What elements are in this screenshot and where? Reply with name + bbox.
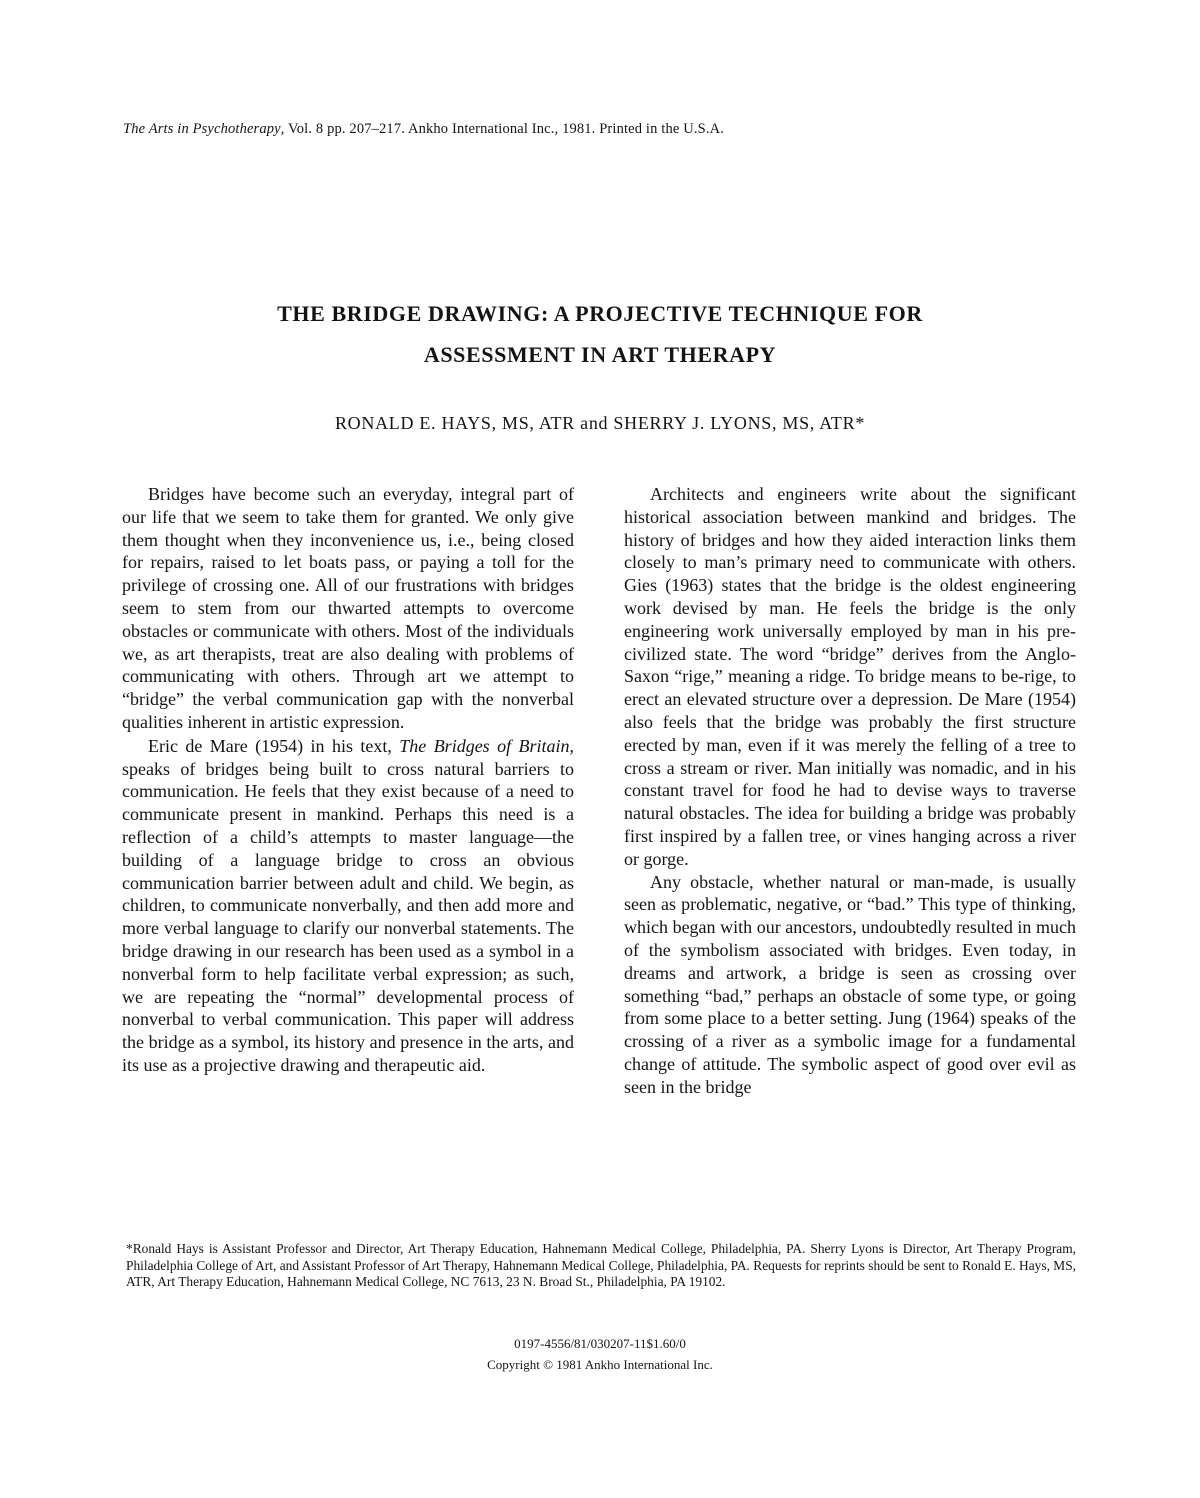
title-line-2: ASSESSMENT IN ART THERAPY [423, 342, 777, 367]
article-title [100, 293, 1100, 375]
author-footnote [126, 1241, 1076, 1291]
left-column [122, 483, 574, 1077]
right-column [624, 483, 1076, 1099]
journal-name: The Arts in Psychotherapy [123, 121, 281, 137]
footnote-text: *Ronald Hays is Assistant Professor and Director, Art Therapy Education, Hahnemann Medical College, Philadelphia, PA. Sherry Lyons is Director, Art Therapy Program, Philadelphia College of Art, and Assistant Professor of Art Therapy, Hahnemann Medical College, Philadelphia, PA. Requests for reprints should be sent to Ronald E. Hays, MS, ATR, Art Therapy Education, Hahnemann Medical College, NC 7613, 23 N. Broad St., Philadelphia, PA 19102. [126, 1241, 1076, 1289]
title-line-1: THE BRIDGE DRAWING: A PROJECTIVE TECHNIQUE FOR [277, 301, 923, 326]
copyright: Copyright © 1981 Ankho International Inc. [487, 1357, 713, 1372]
paragraph: Architects and engineers write about the significant historical association between mankind and bridges. The history of bridges and how they aided interaction links them closely to man’s primary need to communicate with others. Gies (1963) states that the bridge is the oldest engineering work devised by man. He feels the bridge is the only engineering work universally employed by man in his pre-civilized state. The word “bridge” derives from the Anglo-Saxon “rige,” meaning a ridge. To bridge means to be-rige, to erect an elevated structure over a depression. De Mare (1954) also feels that the bridge was probably the first structure erected by man, even if it was merely the felling of a tree to cross a stream or river. Man initially was nomadic, and in his constant travel for food he had to devise ways to traverse natural obstacles. The idea for building a bridge was probably first inspired by a fallen tree, or vines hanging across a river or gorge. [624, 484, 1076, 869]
running-head [123, 121, 1083, 138]
authors: RONALD E. HAYS, MS, ATR and SHERRY J. LYONS, MS, ATR* [334, 413, 866, 433]
book-title: The Bridges of Britain, [399, 735, 574, 756]
citation-info: , Vol. 8 pp. 207–217. Ankho International Inc., 1981. Printed in the U.S.A. [280, 121, 725, 137]
paragraph-text: speaks of bridges being built to cross natural barriers to communication. He feels that they exist because of a need to communicate present in mankind. Perhaps this need is a reflection of a child’s attempts to master language—the building of a language bridge to cross an obvious communication barrier between adult and child. We begin, as children, to communicate nonverbally, and then add more and more verbal language to clarify our nonverbal statements. The bridge drawing in our research has been used as a symbol in a nonverbal form to help facilitate verbal expression; as such, we are repeating the “normal” developmental process of nonverbal to verbal communication. This paper will address the bridge as a symbol, its history and presence in the arts, and its use as a projective drawing and therapeutic aid. [122, 758, 574, 1075]
paragraph [122, 735, 574, 1077]
paragraph: Bridges have become such an everyday, integral part of our life that we seem to take them for granted. We only give them thought when they inconvenience us, i.e., being closed for repairs, raised to let boats pass, or paying a toll for the privilege of crossing one. All of our frustrations with bridges seem to stem from our thwarted attempts to overcome obstacles or communicate with others. Most of the individuals we, as art therapists, treat are also dealing with problems of communicating with others. Through art we attempt to “bridge” the verbal communication gap with the nonverbal qualities inherent in artistic expression. [122, 484, 574, 732]
paragraph: Any obstacle, whether natural or man-made, is usually seen as problematic, negative, or “bad.” This type of thinking, which began with our ancestors, undoubtedly resulted in much of the symbolism associated with bridges. Even today, in dreams and artwork, a bridge is seen as crossing over something “bad,” perhaps an obstacle of some type, or going from some place to a better setting. Jung (1964) speaks of the crossing of a river as a symbolic image for a fundamental change of attitude. The symbolic aspect of good over evil as seen in the bridge [624, 871, 1076, 1097]
issn-code: 0197-4556/81/030207-11$1.60/0 [514, 1336, 686, 1351]
paragraph-text: Eric de Mare (1954) in his text, [148, 735, 400, 756]
issn-block [0, 1333, 1200, 1375]
